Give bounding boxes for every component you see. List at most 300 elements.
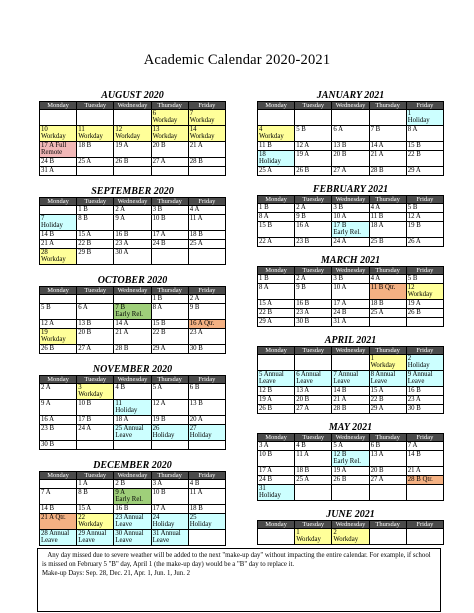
weekday-header: Monday	[258, 102, 295, 110]
month-title: NOVEMBER 2020	[92, 364, 173, 375]
week-row	[40, 158, 226, 167]
weekday-header: Friday	[406, 347, 443, 355]
day-cell: 1 Holiday	[406, 110, 443, 126]
day-cell: 22 B	[369, 396, 406, 405]
week-row	[258, 485, 444, 501]
weekday-header: Monday	[258, 267, 295, 275]
notes-line-3: Make-up Days: Sep. 28, Dec. 21, Apr. 1, Jun. 1, Jun. 2	[42, 570, 191, 577]
day-cell: 23 A	[188, 329, 225, 345]
week-row	[258, 355, 444, 371]
weekday-header: Tuesday	[295, 102, 332, 110]
week-row	[40, 240, 226, 249]
day-cell: 18 B	[369, 300, 406, 309]
day-cell: 25 A	[188, 240, 225, 249]
weekday-header: Wednesday	[332, 196, 369, 204]
day-cell: 28 B	[332, 405, 369, 414]
month-title: DECEMBER 2020	[93, 460, 172, 471]
week-row	[258, 467, 444, 476]
weekday-header: Tuesday	[295, 434, 332, 442]
day-cell: 20 B	[151, 142, 188, 158]
month-right-3	[257, 335, 444, 414]
day-cell: 2 A	[188, 295, 225, 304]
day-cell: 4 Workday	[258, 126, 295, 142]
week-row	[258, 442, 444, 451]
day-cell: 4 B	[188, 480, 225, 489]
weekday-header: Tuesday	[77, 472, 114, 480]
day-cell: 22 B	[151, 329, 188, 345]
month-title: MARCH 2021	[320, 255, 381, 266]
day-cell: 4 B	[114, 384, 151, 400]
week-row	[258, 309, 444, 318]
week-row	[40, 167, 226, 176]
day-cell: 9 A	[114, 215, 151, 231]
day-cell: 25 A	[77, 158, 114, 167]
month-left-2	[39, 275, 226, 354]
day-cell: 11 B	[258, 142, 295, 151]
day-cell: 8 A	[258, 284, 295, 300]
week-row	[40, 249, 226, 265]
day-cell: 29 A	[369, 405, 406, 414]
day-cell: 5 A	[151, 384, 188, 400]
day-cell: 27 A	[332, 167, 369, 176]
month-table	[39, 286, 226, 354]
week-row	[258, 451, 444, 467]
weekday-header: Thursday	[369, 196, 406, 204]
day-cell: 29 B	[77, 249, 114, 265]
day-cell: 13 B	[332, 142, 369, 151]
day-cell: 27 Holiday	[188, 425, 225, 441]
day-cell: 8 Annual Leave	[369, 371, 406, 387]
day-cell	[295, 355, 332, 371]
day-cell: 5 B	[406, 275, 443, 284]
week-row	[40, 215, 226, 231]
day-cell	[406, 485, 443, 501]
week-row	[258, 318, 444, 327]
day-cell: 26 B	[295, 167, 332, 176]
week-row	[258, 405, 444, 414]
day-cell: 12 A	[295, 142, 332, 151]
day-cell: 30 B	[406, 405, 443, 414]
weekday-header: Thursday	[151, 102, 188, 110]
day-cell: 24 Holiday	[151, 514, 188, 530]
day-cell: 20 B	[369, 467, 406, 476]
day-cell: 11 A	[188, 489, 225, 505]
day-cell: 14 A	[114, 320, 151, 329]
day-cell: 14 B	[40, 505, 77, 514]
day-cell	[77, 167, 114, 176]
day-cell: 6 B	[369, 442, 406, 451]
day-cell: 1 Workday	[295, 529, 332, 545]
day-cell: 30 A	[114, 249, 151, 265]
day-cell: 5 Annual Leave	[258, 371, 295, 387]
day-cell: 6 Workday	[151, 110, 188, 126]
weekday-header: Friday	[406, 267, 443, 275]
day-cell: 10 B	[151, 489, 188, 505]
weekday-header: Wednesday	[114, 102, 151, 110]
day-cell	[77, 110, 114, 126]
month-right-0	[257, 90, 444, 176]
weekday-header-row	[258, 521, 444, 529]
page-title: Academic Calendar 2020-2021	[143, 52, 331, 68]
day-cell: 4 A	[369, 275, 406, 284]
month-table	[257, 266, 444, 327]
weekday-header: Monday	[40, 102, 77, 110]
month-table	[257, 195, 444, 247]
day-cell: 31 A	[332, 318, 369, 327]
weekday-header-row	[40, 472, 226, 480]
weekday-header: Wednesday	[332, 267, 369, 275]
day-cell: 2 A	[40, 384, 77, 400]
day-cell: 28 B	[369, 167, 406, 176]
weekday-header: Friday	[406, 102, 443, 110]
day-cell: 1 B	[77, 206, 114, 215]
day-cell: 25 A	[258, 167, 295, 176]
day-cell: 25 A	[369, 309, 406, 318]
day-cell: 24 B	[332, 309, 369, 318]
day-cell	[40, 480, 77, 489]
week-row	[258, 126, 444, 142]
week-row	[258, 110, 444, 126]
day-cell: 9 Annual Leave	[406, 371, 443, 387]
day-cell: 28 Workday	[40, 249, 77, 265]
month-left-1	[39, 186, 226, 265]
month-left-4	[39, 460, 226, 546]
day-cell: 1 Workday	[369, 355, 406, 371]
day-cell: 19 A	[406, 300, 443, 309]
day-cell: 9 B	[295, 213, 332, 222]
day-cell: 5 A	[332, 442, 369, 451]
weekday-header: Friday	[406, 196, 443, 204]
day-cell: 7 B Early Rel.	[114, 304, 151, 320]
day-cell: 6 Annual Leave	[295, 371, 332, 387]
day-cell	[151, 249, 188, 265]
weekday-header: Monday	[258, 196, 295, 204]
day-cell: 10 A	[332, 284, 369, 300]
week-row	[40, 425, 226, 441]
week-row	[258, 151, 444, 167]
weekday-header: Friday	[188, 198, 225, 206]
month-table	[257, 346, 444, 414]
day-cell: 12 Workday	[406, 284, 443, 300]
day-cell: 26 B	[332, 476, 369, 485]
day-cell: 7 Annual Leave	[332, 371, 369, 387]
day-cell	[114, 295, 151, 304]
day-cell: 30 B	[40, 441, 77, 450]
day-cell: 19 Workday	[40, 329, 77, 345]
week-row	[258, 213, 444, 222]
day-cell: 2 Holiday	[406, 355, 443, 371]
month-left-0	[39, 90, 226, 176]
day-cell: 14 B	[406, 451, 443, 467]
day-cell: 17 A	[151, 505, 188, 514]
weekday-header: Wednesday	[114, 376, 151, 384]
day-cell: 21 A	[114, 329, 151, 345]
day-cell: 2 B	[114, 480, 151, 489]
weekday-header: Tuesday	[295, 196, 332, 204]
day-cell: 12 Workday	[114, 126, 151, 142]
weekday-header: Monday	[258, 347, 295, 355]
day-cell	[332, 355, 369, 371]
day-cell: 25 Holiday	[188, 514, 225, 530]
day-cell: 15 A	[77, 231, 114, 240]
day-cell: 22 Workday	[77, 514, 114, 530]
day-cell	[406, 318, 443, 327]
day-cell	[258, 110, 295, 126]
day-cell: 1 A	[77, 480, 114, 489]
day-cell: 16 B	[114, 505, 151, 514]
day-cell: 29 A	[151, 345, 188, 354]
day-cell	[258, 355, 295, 371]
day-cell: 19 A	[258, 396, 295, 405]
day-cell: 10 Workday	[40, 126, 77, 142]
day-cell: 14 B	[40, 231, 77, 240]
day-cell: 4 A	[369, 204, 406, 213]
day-cell: 23 A	[114, 240, 151, 249]
weekday-header: Thursday	[369, 102, 406, 110]
day-cell: 17 A Full Remote	[40, 142, 77, 158]
day-cell: 18 B	[188, 231, 225, 240]
day-cell	[369, 485, 406, 501]
day-cell: 18 B	[188, 505, 225, 514]
weekday-header-row	[258, 347, 444, 355]
weekday-header: Friday	[188, 376, 225, 384]
week-row	[40, 480, 226, 489]
weekday-header: Wednesday	[332, 102, 369, 110]
weekday-header: Thursday	[369, 267, 406, 275]
weekday-header: Thursday	[151, 287, 188, 295]
day-cell: 17 A	[258, 467, 295, 476]
week-row	[258, 275, 444, 284]
day-cell: 14 B	[332, 387, 369, 396]
day-cell: 24 B	[151, 240, 188, 249]
day-cell: 11 B	[369, 213, 406, 222]
day-cell	[188, 167, 225, 176]
month-right-2	[257, 255, 444, 327]
day-cell: 10 B	[151, 215, 188, 231]
week-row	[258, 387, 444, 396]
day-cell: 26 Holiday	[151, 425, 188, 441]
day-cell: 28 Annual Leave	[40, 530, 77, 546]
weekday-header: Monday	[40, 472, 77, 480]
day-cell: 15 A	[369, 387, 406, 396]
day-cell	[258, 529, 295, 545]
day-cell: 7 A	[406, 442, 443, 451]
day-cell: 10 B	[77, 400, 114, 416]
day-cell: 3 B	[332, 275, 369, 284]
day-cell: 24 A	[77, 425, 114, 441]
weekday-header: Tuesday	[77, 198, 114, 206]
day-cell	[188, 441, 225, 450]
day-cell: 30 B	[295, 318, 332, 327]
day-cell: 15 A	[258, 300, 295, 309]
day-cell: 28 B	[188, 158, 225, 167]
day-cell: 3 B	[151, 206, 188, 215]
weekday-header-row	[258, 434, 444, 442]
day-cell: 12 B	[258, 387, 295, 396]
day-cell: 12 A	[40, 320, 77, 329]
right-column	[257, 90, 444, 545]
week-row	[258, 396, 444, 405]
month-title: FEBRUARY 2021	[312, 184, 389, 195]
weekday-header: Monday	[40, 287, 77, 295]
day-cell: 21 A	[40, 240, 77, 249]
weekday-header: Friday	[406, 521, 443, 529]
day-cell: 29 A	[406, 167, 443, 176]
day-cell: 26 A	[406, 238, 443, 247]
day-cell	[369, 110, 406, 126]
month-title: OCTOBER 2020	[97, 275, 168, 286]
month-title: SEPTEMBER 2020	[91, 186, 174, 197]
day-cell: 3 Workday	[77, 384, 114, 400]
day-cell	[114, 110, 151, 126]
weekday-header: Thursday	[369, 347, 406, 355]
day-cell: 12 A	[151, 400, 188, 416]
day-cell	[77, 441, 114, 450]
day-cell: 10 B	[258, 451, 295, 467]
weekday-header: Wednesday	[332, 347, 369, 355]
month-right-1	[257, 184, 444, 247]
week-row	[40, 329, 226, 345]
day-cell: 2 A	[295, 275, 332, 284]
day-cell: 4 B	[295, 442, 332, 451]
left-column	[39, 90, 226, 546]
weekday-header: Tuesday	[77, 102, 114, 110]
day-cell: 15 A	[77, 505, 114, 514]
weekday-header-row	[40, 102, 226, 110]
day-cell: 31 A	[40, 167, 77, 176]
day-cell: 9 A Early Rel.	[114, 489, 151, 505]
day-cell: 28 B Qtr.	[406, 476, 443, 485]
day-cell: 8 A	[151, 304, 188, 320]
day-cell	[40, 206, 77, 215]
weekday-header: Wednesday	[114, 287, 151, 295]
week-row	[258, 371, 444, 387]
day-cell: 17 A	[332, 300, 369, 309]
day-cell: 9 B	[295, 284, 332, 300]
day-cell	[332, 110, 369, 126]
day-cell: 19 A	[295, 151, 332, 167]
day-cell: 23 Annual Leave	[114, 514, 151, 530]
day-cell: 21 A	[369, 151, 406, 167]
month-title: JANUARY 2021	[316, 90, 385, 101]
day-cell: 16 B	[295, 300, 332, 309]
day-cell: 3 A	[151, 480, 188, 489]
day-cell	[114, 167, 151, 176]
month-table	[39, 197, 226, 265]
day-cell: 22 A	[258, 238, 295, 247]
day-cell: 29 A	[258, 318, 295, 327]
weekday-header: Monday	[40, 198, 77, 206]
weekday-header: Thursday	[151, 472, 188, 480]
day-cell: 27 A	[369, 476, 406, 485]
day-cell: 18 A	[369, 222, 406, 238]
day-cell	[40, 295, 77, 304]
weekday-header: Wednesday	[332, 434, 369, 442]
day-cell: 9 A	[40, 400, 77, 416]
day-cell: 11 A	[295, 451, 332, 467]
month-title: APRIL 2021	[324, 335, 377, 346]
month-title: MAY 2021	[328, 422, 373, 433]
day-cell: 23 A	[406, 396, 443, 405]
day-cell: 9 B	[188, 304, 225, 320]
weekday-header: Tuesday	[295, 347, 332, 355]
day-cell: 21 A	[188, 142, 225, 158]
day-cell: 20 B	[295, 396, 332, 405]
day-cell	[151, 441, 188, 450]
week-row	[40, 530, 226, 546]
day-cell: 30 B	[188, 345, 225, 354]
week-row	[40, 110, 226, 126]
week-row	[258, 529, 444, 545]
day-cell: 2 A	[114, 206, 151, 215]
day-cell: 7 A	[40, 489, 77, 505]
day-cell: 23 B	[295, 238, 332, 247]
weekday-header: Monday	[258, 521, 295, 529]
day-cell: 25 Annual Leave	[114, 425, 151, 441]
week-row	[258, 142, 444, 151]
day-cell: 16 A	[40, 416, 77, 425]
weekday-header: Friday	[188, 287, 225, 295]
weekday-header: Tuesday	[77, 376, 114, 384]
weekday-header: Wednesday	[114, 198, 151, 206]
week-row	[258, 238, 444, 247]
day-cell	[295, 110, 332, 126]
week-row	[40, 126, 226, 142]
weekday-header: Wednesday	[332, 521, 369, 529]
day-cell: 8 A	[258, 213, 295, 222]
day-cell: 20 A	[188, 416, 225, 425]
day-cell: 15 B	[258, 222, 295, 238]
month-title: JUNE 2021	[326, 509, 375, 520]
month-right-4	[257, 422, 444, 501]
weekday-header: Monday	[40, 376, 77, 384]
week-row	[40, 416, 226, 425]
week-row	[258, 167, 444, 176]
week-row	[40, 514, 226, 530]
day-cell: 15 B	[406, 142, 443, 151]
day-cell: 19 A	[332, 467, 369, 476]
day-cell: 30 Annual Leave	[114, 530, 151, 546]
month-table	[39, 375, 226, 450]
day-cell: 26 B	[406, 309, 443, 318]
weekday-header-row	[40, 376, 226, 384]
day-cell: 3 B	[332, 204, 369, 213]
day-cell: 29 Annual Leave	[77, 530, 114, 546]
day-cell: 18 B	[77, 142, 114, 158]
day-cell: 7 B	[369, 126, 406, 142]
day-cell: 16 B	[114, 231, 151, 240]
day-cell	[332, 485, 369, 501]
day-cell: 8 B	[77, 489, 114, 505]
day-cell: 23 B	[40, 425, 77, 441]
day-cell: 11 B Qtr.	[369, 284, 406, 300]
week-row	[40, 320, 226, 329]
day-cell: 1 B	[258, 275, 295, 284]
weekday-header-row	[258, 196, 444, 204]
day-cell: 17 B	[77, 416, 114, 425]
day-cell: 16 B	[406, 387, 443, 396]
day-cell: 27 A	[151, 158, 188, 167]
week-row	[40, 304, 226, 320]
day-cell: 8 B	[77, 215, 114, 231]
day-cell: 12 A	[406, 213, 443, 222]
month-table	[257, 520, 444, 545]
weekday-header: Thursday	[151, 198, 188, 206]
day-cell: 4 A	[188, 206, 225, 215]
day-cell: 13 B	[77, 320, 114, 329]
week-row	[258, 284, 444, 300]
month-table	[39, 471, 226, 546]
